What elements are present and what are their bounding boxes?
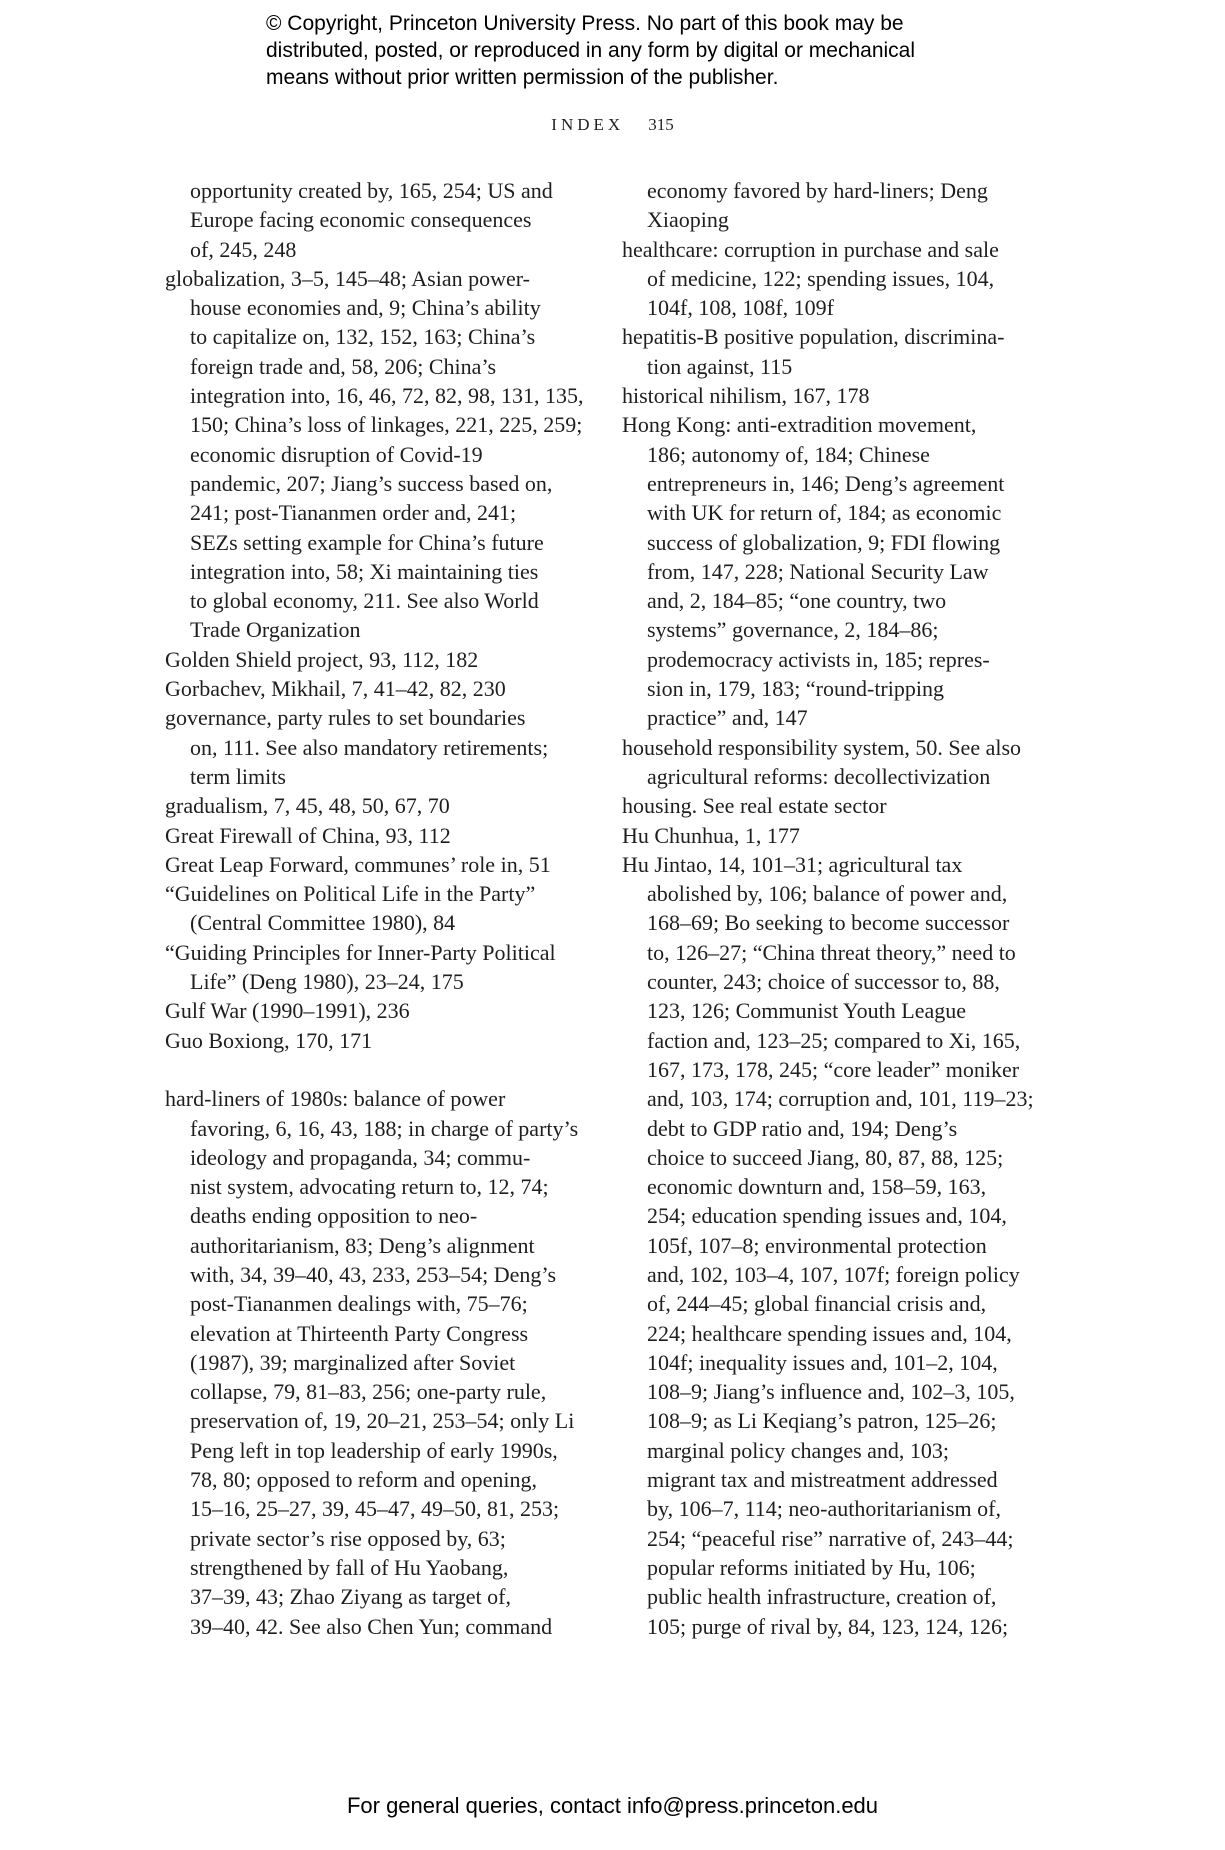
index-entry-continuation: integration into, 16, 46, 72, 82, 98, 131, 135, [190, 383, 584, 409]
index-entry-continuation: on, 111. See also mandatory retirements; [190, 734, 549, 760]
index-entry-continuation: favoring, 6, 16, 43, 188; in charge of party’s [190, 1115, 579, 1141]
index-entry: gradualism, 7, 45, 48, 50, 67, 70 [165, 793, 450, 819]
index-entry-continuation: 254; education spending issues and, 104, [647, 1203, 1007, 1229]
index-spacer [165, 1055, 585, 1084]
index-entry-continuation: entrepreneurs in, 146; Deng’s agreement [647, 470, 1005, 496]
index-entry-continuation: to capitalize on, 132, 152, 163; China’s [190, 324, 536, 350]
index-entry-continuation: opportunity created by, 165, 254; US and [190, 178, 553, 203]
index-entry: healthcare: corruption in purchase and sale [622, 236, 999, 262]
index-entry-continuation: house economies and, 9; China’s ability [190, 295, 541, 321]
index-entry-continuation: counter, 243; choice of successor to, 88, [647, 969, 1000, 995]
index-entry: household responsibility system, 50. See also [622, 734, 1022, 760]
index-entry: hepatitis-B positive population, discrimina- [622, 324, 1005, 350]
index-entry-continuation: choice to succeed Jiang, 80, 87, 88, 125; [647, 1144, 1004, 1170]
index-entry-continuation: and, 2, 184–85; “one country, two [647, 588, 947, 614]
index-entry-continuation: nist system, advocating return to, 12, 74; [190, 1174, 549, 1200]
copyright-line: means without prior written permission of the publisher. [266, 66, 779, 89]
index-entry: Guo Boxiong, 170, 171 [165, 1027, 373, 1053]
running-head [0, 115, 1225, 135]
index-entry-continuation: tion against, 115 [647, 353, 793, 379]
index-entry-continuation: economic downturn and, 158–59, 163, [647, 1174, 987, 1200]
index-entry-continuation: 168–69; Bo seeking to become successor [647, 910, 1010, 936]
index-entry-continuation: strengthened by fall of Hu Yaobang, [190, 1554, 509, 1580]
index-entry-continuation: Europe facing economic consequences [190, 207, 532, 233]
copyright-line: distributed, posted, or reproduced in any form by digital or mechanical [266, 39, 916, 62]
index-column-left [165, 176, 585, 1641]
index-entry-continuation: 150; China’s loss of linkages, 221, 225, 259; [190, 412, 583, 438]
index-entry-continuation: sion in, 179, 183; “round-tripping [647, 676, 944, 702]
index-entry-continuation: 224; healthcare spending issues and, 104, [647, 1320, 1012, 1346]
index-entry-continuation: of medicine, 122; spending issues, 104, [647, 265, 995, 291]
index-entry-continuation: elevation at Thirteenth Party Congress [190, 1320, 529, 1346]
index-entry: Hu Jintao, 14, 101–31; agricultural tax [622, 851, 963, 877]
index-entry: housing. See real estate sector [622, 793, 887, 819]
index-entry-continuation: collapse, 79, 81–83, 256; one-party rule, [190, 1379, 547, 1405]
index-entry-continuation: integration into, 58; Xi maintaining ties [190, 558, 539, 584]
index-entry-continuation: 241; post-Tiananmen order and, 241; [190, 500, 517, 526]
index-entry-continuation: 104f; inequality issues and, 101–2, 104, [647, 1349, 998, 1375]
index-entry-continuation: 108–9; as Li Keqiang’s patron, 125–26; [647, 1408, 997, 1434]
index-entry: historical nihilism, 167, 178 [622, 383, 870, 409]
index-entry-continuation: debt to GDP ratio and, 194; Deng’s [647, 1115, 958, 1141]
index-entry-continuation: Peng left in top leadership of early 1990s, [190, 1437, 558, 1463]
index-entry-continuation: authoritarianism, 83; Deng’s alignment [190, 1232, 535, 1258]
page-number: 315 [648, 115, 674, 134]
index-entry-continuation: to, 126–27; “China threat theory,” need to [647, 939, 1016, 965]
index-entry-continuation: economic disruption of Covid-19 [190, 441, 483, 467]
index-entry-continuation: post-Tiananmen dealings with, 75–76; [190, 1291, 528, 1317]
index-entry-continuation: and, 103, 174; corruption and, 101, 119–23; [647, 1086, 1034, 1112]
index-entry-continuation: prodemocracy activists in, 185; repres- [647, 646, 990, 672]
copyright-line: © Copyright, Princeton University Press. No part of this book may be [266, 12, 904, 35]
index-entry-continuation: Life” (Deng 1980), 23–24, 175 [190, 969, 464, 995]
index-entry-continuation: with, 34, 39–40, 43, 233, 253–54; Deng’s [190, 1261, 557, 1287]
index-entry-continuation: foreign trade and, 58, 206; China’s [190, 353, 497, 379]
index-entry-continuation: and, 102, 103–4, 107, 107f; foreign policy [647, 1261, 1020, 1287]
index-entry: Gorbachev, Mikhail, 7, 41–42, 82, 230 [165, 676, 506, 702]
index-column-right [622, 176, 1042, 1641]
index-entry: “Guidelines on Political Life in the Party” [165, 881, 536, 907]
index-entry-continuation: of, 245, 248 [190, 236, 297, 262]
index-entry: Great Firewall of China, 93, 112 [165, 822, 451, 848]
index-entry-continuation: deaths ending opposition to neo- [190, 1203, 478, 1229]
index-entry-continuation: (Central Committee 1980), 84 [190, 910, 456, 936]
index-entry-continuation: systems” governance, 2, 184–86; [647, 617, 939, 643]
footer-contact: For general queries, contact info@press.princeton.edu [346, 1793, 879, 1818]
index-entry-continuation: public health infrastructure, creation of, [647, 1584, 997, 1610]
index-entry-continuation: 186; autonomy of, 184; Chinese [647, 441, 930, 467]
index-entry: Great Leap Forward, communes’ role in, 51 [165, 851, 551, 877]
index-entry-continuation: 123, 126; Communist Youth League [647, 998, 967, 1024]
copyright-notice [266, 10, 1026, 91]
index-entry-continuation: faction and, 123–25; compared to Xi, 165, [647, 1027, 1021, 1053]
index-entry-continuation: term limits [190, 763, 286, 789]
index-entry-continuation: of, 244–45; global financial crisis and, [647, 1291, 987, 1317]
index-entry: Hu Chunhua, 1, 177 [622, 822, 800, 848]
index-entry-continuation: 104f, 108, 108f, 109f [647, 295, 834, 321]
running-head-label: INDEX [551, 115, 625, 134]
index-entry-continuation: abolished by, 106; balance of power and, [647, 881, 1008, 907]
index-entry: governance, party rules to set boundaries [165, 705, 526, 731]
index-entry-continuation: popular reforms initiated by Hu, 106; [647, 1554, 976, 1580]
index-entry-continuation: 105; purge of rival by, 84, 123, 124, 126; [647, 1613, 1009, 1639]
index-entry: hard-liners of 1980s: balance of power [165, 1086, 506, 1112]
index-entry-continuation: 108–9; Jiang’s influence and, 102–3, 105, [647, 1379, 1015, 1405]
index-entry-continuation: to global economy, 211. See also World [190, 588, 539, 614]
index-entry-continuation: from, 147, 228; National Security Law [647, 558, 989, 584]
index-entry-continuation: success of globalization, 9; FDI flowing [647, 529, 1001, 555]
index-entry-continuation: SEZs setting example for China’s future [190, 529, 544, 555]
index-entry-continuation: 15–16, 25–27, 39, 45–47, 49–50, 81, 253; [190, 1496, 560, 1522]
index-entry-continuation: marginal policy changes and, 103; [647, 1437, 950, 1463]
index-entry-continuation: Xiaoping [647, 207, 729, 233]
index-entry-continuation: 37–39, 43; Zhao Ziyang as target of, [190, 1584, 511, 1610]
index-entry: Golden Shield project, 93, 112, 182 [165, 646, 479, 672]
index-entry-continuation: migrant tax and mistreatment addressed [647, 1467, 998, 1493]
index-entry-continuation: agricultural reforms: decollectivization [647, 763, 991, 789]
index-entry-continuation: private sector’s rise opposed by, 63; [190, 1525, 506, 1551]
index-entry-continuation: 254; “peaceful rise” narrative of, 243–44; [647, 1525, 1014, 1551]
index-entry-continuation: 167, 173, 178, 245; “core leader” moniker [647, 1056, 1020, 1082]
index-entry: Gulf War (1990–1991), 236 [165, 998, 410, 1024]
index-entry-continuation: economy favored by hard-liners; Deng [647, 178, 988, 203]
index-entry-continuation: ideology and propaganda, 34; commu- [190, 1144, 531, 1170]
index-entry: “Guiding Principles for Inner-Party Political [165, 939, 556, 965]
index-entry-continuation: (1987), 39; marginalized after Soviet [190, 1349, 516, 1375]
index-entry-continuation: with UK for return of, 184; as economic [647, 500, 1002, 526]
index-entry: globalization, 3–5, 145–48; Asian power- [165, 265, 530, 291]
index-entry-continuation: Trade Organization [190, 617, 361, 643]
index-entry-continuation: by, 106–7, 114; neo-authoritarianism of, [647, 1496, 1001, 1522]
index-entry-continuation: pandemic, 207; Jiang’s success based on, [190, 470, 553, 496]
index-entry-continuation: 105f, 107–8; environmental protection [647, 1232, 987, 1258]
index-entry-continuation: preservation of, 19, 20–21, 253–54; only Li [190, 1408, 575, 1434]
index-entry-continuation: practice” and, 147 [647, 705, 808, 731]
index-entry-continuation: 78, 80; opposed to reform and opening, [190, 1467, 538, 1493]
index-entry-continuation: 39–40, 42. See also Chen Yun; command [190, 1613, 553, 1639]
index-entry: Hong Kong: anti-extradition movement, [622, 412, 977, 438]
